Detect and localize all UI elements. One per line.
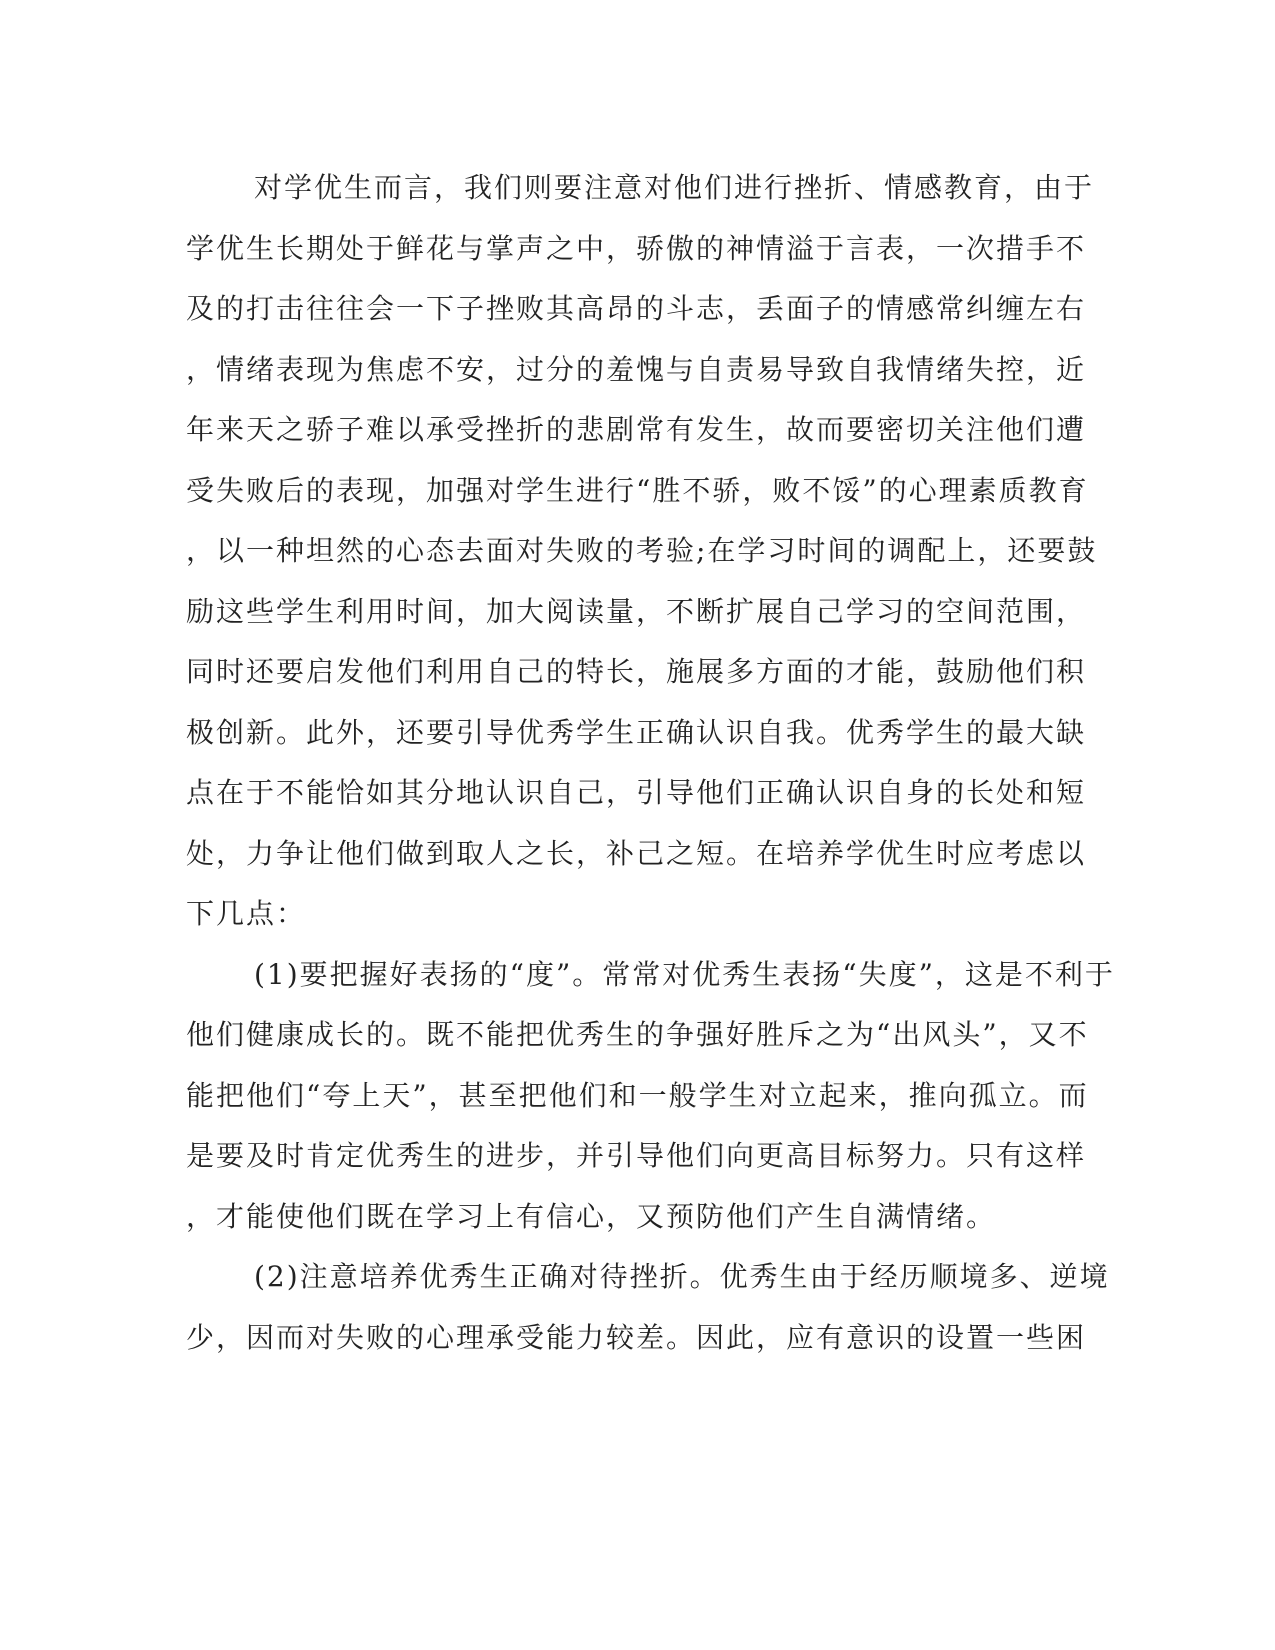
paragraph-line: 能把他们“夸上天”，甚至把他们和一般学生对立起来，推向孤立。而 <box>186 1078 1089 1112</box>
paragraph-line: 处，力争让他们做到取人之长，补己之短。在培养学优生时应考虑以 <box>186 836 1087 870</box>
paragraph-line: 年来天之骄子难以承受挫折的悲剧常有发生，故而要密切关注他们遭 <box>186 413 1087 446</box>
paragraph-line: (1)要把握好表扬的“度”。常常对优秀生表扬“失度”，这是不利于 <box>254 957 1115 991</box>
paragraph-2 <box>186 945 1115 1248</box>
paragraph-line: 少，因而对失败的心理承受能力较差。因此，应有意识的设置一些困 <box>186 1320 1087 1354</box>
paragraph-line: 受失败后的表现，加强对学生进行“胜不骄，败不馁”的心理素质教育 <box>186 473 1089 507</box>
paragraph-line: ，情绪表现为焦虑不安，过分的羞愧与自责易导致自我情绪失控，近 <box>186 352 1087 386</box>
paragraph-line: 对学优生而言，我们则要注意对他们进行挫折、情感教育，由于 <box>254 171 1095 204</box>
paragraph-line: 他们健康成长的。既不能把优秀生的争强好胜斥之为“出风头”，又不 <box>186 1018 1089 1051</box>
paragraph-line: 及的打击往往会一下子挫败其高昂的斗志，丢面子的情感常纠缠左右 <box>186 292 1087 325</box>
paragraph-line: 学优生长期处于鲜花与掌声之中，骄傲的神情溢于言表，一次措手不 <box>186 231 1087 265</box>
paragraph-3 <box>186 1247 1110 1368</box>
paragraph-line: (2)注意培养优秀生正确对待挫折。优秀生由于经历顺境多、逆境 <box>254 1260 1110 1293</box>
paragraph-line: 是要及时肯定优秀生的进步，并引导他们向更高目标努力。只有这样 <box>186 1139 1087 1172</box>
paragraph-1 <box>186 158 1098 945</box>
paragraph-line: 下几点： <box>186 897 307 930</box>
document-body <box>186 158 1115 1368</box>
paragraph-line: ，才能使他们既在学习上有信心，又预防他们产生自满情绪。 <box>186 1199 997 1233</box>
paragraph-line: 同时还要启发他们利用自己的特长，施展多方面的才能，鼓励他们积 <box>186 655 1087 688</box>
paragraph-line: ，以一种坦然的心态去面对失败的考验;在学习时间的调配上，还要鼓 <box>186 534 1098 567</box>
paragraph-line: 励这些学生利用时间，加大阅读量，不断扩展自己学习的空间范围， <box>186 594 1087 628</box>
paragraph-line: 极创新。此外，还要引导优秀学生正确认识自我。优秀学生的最大缺 <box>186 715 1087 749</box>
paragraph-line: 点在于不能恰如其分地认识自己，引导他们正确认识自身的长处和短 <box>186 776 1087 809</box>
